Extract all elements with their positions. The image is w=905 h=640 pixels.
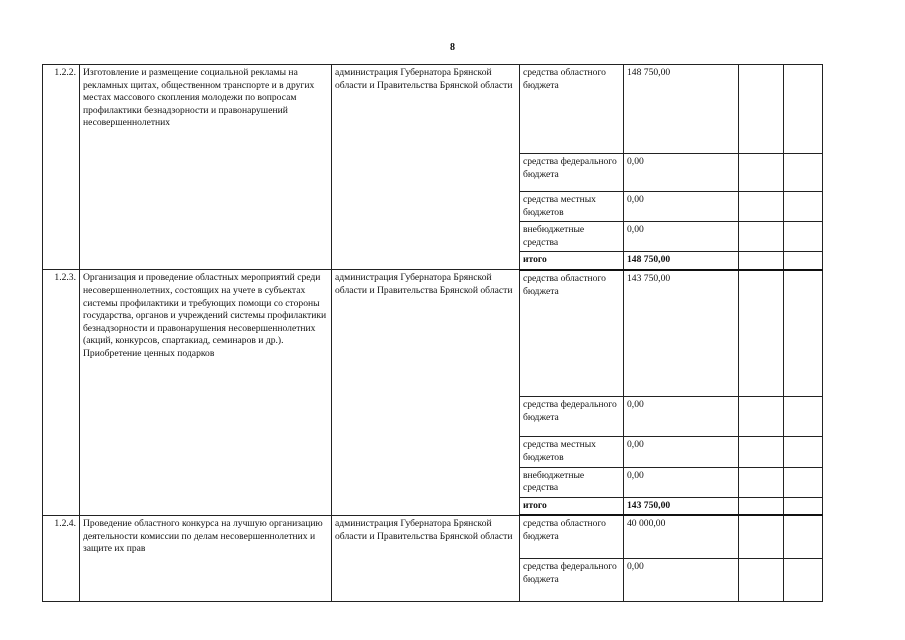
item-executor: администрация Губернатора Брянской области и Правительства Брянской области bbox=[332, 270, 520, 515]
funding-amount: 148 750,00 bbox=[624, 65, 739, 154]
funding-source: средства местных бюджетов bbox=[520, 192, 624, 222]
empty-cell bbox=[739, 437, 784, 467]
empty-cell bbox=[739, 192, 784, 222]
empty-cell bbox=[784, 252, 823, 270]
funding-source: средства федерального бюджета bbox=[520, 558, 624, 601]
empty-cell bbox=[784, 558, 823, 601]
table-row bbox=[43, 270, 823, 397]
funding-amount: 0,00 bbox=[624, 222, 739, 252]
funding-amount: 0,00 bbox=[624, 192, 739, 222]
funding-source: средства местных бюджетов bbox=[520, 437, 624, 467]
funding-source: средства областного бюджета bbox=[520, 270, 624, 397]
funding-amount: 0,00 bbox=[624, 467, 739, 497]
empty-cell bbox=[739, 515, 784, 558]
funding-source: внебюджетные средства bbox=[520, 222, 624, 252]
total-label: итого bbox=[520, 252, 624, 270]
funding-amount: 0,00 bbox=[624, 437, 739, 467]
empty-cell bbox=[784, 65, 823, 154]
item-executor: администрация Губернатора Брянской области и Правительства Брянской области bbox=[332, 65, 520, 270]
funding-amount: 0,00 bbox=[624, 154, 739, 192]
funding-amount: 143 750,00 bbox=[624, 270, 739, 397]
item-code: 1.2.4. bbox=[43, 515, 80, 601]
empty-cell bbox=[739, 558, 784, 601]
item-title: Изготовление и размещение социальной рекламы на рекламных щитах, общественном транспорте и в других местах массового скопления молодежи по вопросам профилактики безнадзорности и правонарушений несовершеннолетних bbox=[80, 65, 332, 270]
empty-cell bbox=[739, 222, 784, 252]
table-row bbox=[43, 515, 823, 558]
empty-cell bbox=[739, 397, 784, 437]
funding-source: средства областного бюджета bbox=[520, 65, 624, 154]
empty-cell bbox=[739, 497, 784, 515]
empty-cell bbox=[784, 270, 823, 397]
budget-table bbox=[42, 64, 823, 602]
empty-cell bbox=[784, 497, 823, 515]
empty-cell bbox=[739, 65, 784, 154]
empty-cell bbox=[739, 154, 784, 192]
item-executor: администрация Губернатора Брянской области и Правительства Брянской области bbox=[332, 515, 520, 601]
item-title: Проведение областного конкурса на лучшую организацию деятельности комиссии по делам несовершеннолетних и защите их прав bbox=[80, 515, 332, 601]
funding-amount: 0,00 bbox=[624, 558, 739, 601]
total-amount: 143 750,00 bbox=[624, 497, 739, 515]
funding-source: средства областного бюджета bbox=[520, 515, 624, 558]
empty-cell bbox=[739, 467, 784, 497]
funding-source: средства федерального бюджета bbox=[520, 154, 624, 192]
empty-cell bbox=[784, 437, 823, 467]
funding-source: средства федерального бюджета bbox=[520, 397, 624, 437]
empty-cell bbox=[739, 270, 784, 397]
empty-cell bbox=[739, 252, 784, 270]
page-number: 8 bbox=[450, 42, 455, 53]
item-code: 1.2.3. bbox=[43, 270, 80, 515]
funding-amount: 40 000,00 bbox=[624, 515, 739, 558]
total-label: итого bbox=[520, 497, 624, 515]
funding-amount: 0,00 bbox=[624, 397, 739, 437]
funding-source: внебюджетные средства bbox=[520, 467, 624, 497]
empty-cell bbox=[784, 192, 823, 222]
empty-cell bbox=[784, 467, 823, 497]
table-row bbox=[43, 65, 823, 154]
empty-cell bbox=[784, 222, 823, 252]
total-amount: 148 750,00 bbox=[624, 252, 739, 270]
empty-cell bbox=[784, 397, 823, 437]
empty-cell bbox=[784, 515, 823, 558]
empty-cell bbox=[784, 154, 823, 192]
item-title: Организация и проведение областных мероприятий среди несовершеннолетних, состоящих на учете в субъектах системы профилактики и требующих помощи со стороны государства, органов и учреждений системы профилактики безнадзорности и правонарушения несовершеннолетних (акций, конкурсов, спартакиад, семинаров и др.). Приобретение ценных подарков bbox=[80, 270, 332, 515]
item-code: 1.2.2. bbox=[43, 65, 80, 270]
